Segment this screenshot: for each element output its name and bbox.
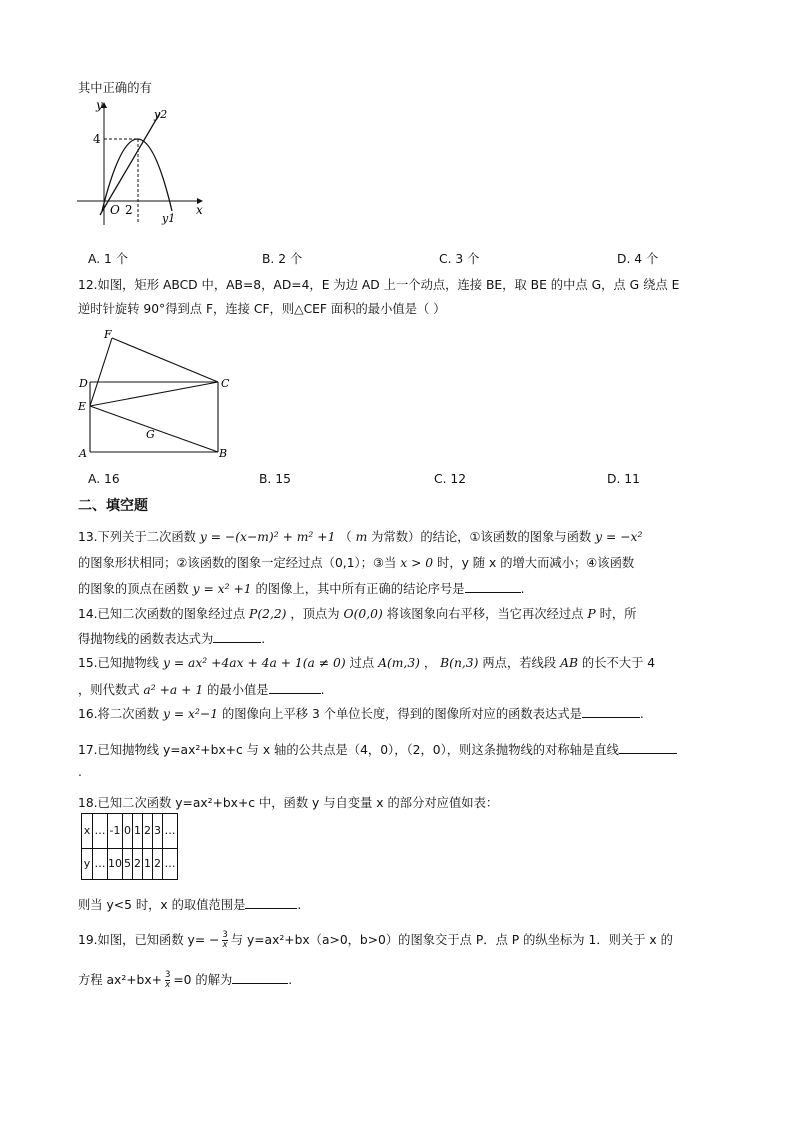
q12-figure bbox=[76, 326, 236, 462]
q12-option-d: D. 11 bbox=[607, 472, 640, 486]
q18-line: 18.已知二次函数 y=ax²+bx+c 中，函数 y 与自变量 x 的部分对应值如表： bbox=[78, 796, 499, 810]
q19-fraction-2: $\frac{3}{x}$ bbox=[164, 970, 171, 990]
q18-after: 则当 y<5 时，x 的取值范围是 . bbox=[78, 898, 302, 912]
tick-y-label: 4 bbox=[93, 132, 101, 146]
curve-y2-label: y2 bbox=[154, 108, 168, 121]
q11-option-b: B. 2 个 bbox=[262, 252, 303, 266]
q15-line2: ，则代数式 a² +a + 1 的最小值是 . bbox=[78, 683, 325, 697]
q12-option-a: A. 16 bbox=[88, 472, 120, 486]
origin-label: O bbox=[110, 203, 120, 217]
table-cell: y bbox=[82, 849, 93, 880]
table-cell: x bbox=[82, 814, 93, 849]
q19-line1: 19.如图，已知函数 y= − $\frac{3}{x}$ 与 y=ax²+bx（a>0，b>0）的图象交于点 P．点 P 的纵坐标为 1．则关于 x 的 bbox=[78, 930, 673, 950]
label-D: D bbox=[79, 377, 88, 390]
q15-answer-blank[interactable] bbox=[269, 681, 321, 694]
table-cell: 5 bbox=[123, 849, 133, 880]
q11-graph bbox=[72, 95, 212, 230]
q12-option-c: C. 12 bbox=[434, 472, 467, 486]
q13-line1: 13.下列关于二次函数 y = −(x−m)² + m² +1 （ m 为常数）的结论，①该函数的图象与函数 y = −x² bbox=[78, 530, 643, 544]
q17-line: 17.已知抛物线 y=ax²+bx+c 与 x 轴的公共点是（4，0），（2，0），则这条抛物线的对称轴是直线 bbox=[78, 741, 677, 758]
table-cell: 0 bbox=[123, 814, 133, 849]
section-title-fill-in: 二、填空题 bbox=[78, 498, 148, 514]
curve-y1-label: y1 bbox=[162, 212, 176, 225]
segment-EC bbox=[90, 382, 218, 406]
q18-answer-blank[interactable] bbox=[245, 896, 297, 909]
q11-option-d: D. 4 个 bbox=[617, 252, 659, 266]
q11-stem-end: 其中正确的有 bbox=[78, 81, 152, 95]
q13-answer-blank[interactable] bbox=[465, 580, 521, 593]
table-cell: … bbox=[163, 849, 178, 880]
label-A: A bbox=[79, 447, 87, 460]
q19-answer-blank[interactable] bbox=[232, 971, 288, 984]
curve-y1-parabola bbox=[102, 139, 172, 211]
label-E: E bbox=[78, 400, 87, 413]
table-cell: -1 bbox=[108, 814, 123, 849]
y-axis-label: y bbox=[96, 98, 103, 112]
q17-answer-blank[interactable] bbox=[619, 741, 677, 754]
q14-line1: 14.已知二次函数的图象经过点 P(2,2) ，顶点为 O(0,0) 将该图象向右平移，当它再次经过点 P 时，所 bbox=[78, 607, 637, 621]
table-cell: … bbox=[163, 814, 178, 849]
table-cell: 1 bbox=[143, 849, 153, 880]
table-cell: 2 bbox=[143, 814, 153, 849]
q17-end: . bbox=[78, 765, 82, 779]
q14-answer-blank[interactable] bbox=[213, 630, 261, 643]
label-F: F bbox=[104, 328, 112, 341]
table-cell: 2 bbox=[153, 849, 163, 880]
q12-line2: 逆时针旋转 90°得到点 F，连接 CF，则△CEF 面积的最小值是（ ） bbox=[78, 302, 446, 316]
segment-FC bbox=[112, 338, 218, 382]
segment-EF bbox=[90, 338, 112, 406]
table-cell: 1 bbox=[133, 814, 143, 849]
label-G: G bbox=[146, 428, 155, 441]
q11-option-c: C. 3 个 bbox=[439, 252, 480, 266]
label-B: B bbox=[219, 447, 228, 460]
tick-x-label: 2 bbox=[125, 203, 133, 217]
q16-line: 16.将二次函数 y = x²−1 的图像向上平移 3 个单位长度，得到的图像所对应的函数表达式是 . bbox=[78, 707, 644, 721]
table-cell: 3 bbox=[153, 814, 163, 849]
table-cell: … bbox=[93, 814, 108, 849]
table-row-x bbox=[82, 814, 178, 849]
table-cell: 10 bbox=[108, 849, 123, 880]
q15-line1: 15.已知抛物线 y = ax² +4ax + 4a + 1(a ≠ 0) 过点 A(m,3) ， B(n,3) 两点，若线段 AB 的长不大于 4 bbox=[78, 656, 656, 670]
q13-line2: 的图象形状相同；②该函数的图象一定经过点（0,1）；③当 x > 0 时，y 随 x 的增大而减小；④该函数 bbox=[78, 556, 635, 570]
q19-line2: 方程 ax²+bx+ $\frac{3}{x}$ =0 的解为 . bbox=[78, 970, 293, 990]
q13-line3: 的图象的顶点在函数 y = x² +1 的图像上，其中所有正确的结论序号是 . bbox=[78, 582, 525, 596]
table-cell: … bbox=[93, 849, 108, 880]
q19-fraction-1: $\frac{3}{x}$ bbox=[222, 930, 228, 950]
x-axis-label: x bbox=[196, 203, 203, 217]
q16-answer-blank[interactable] bbox=[582, 705, 640, 718]
q12-option-b: B. 15 bbox=[259, 472, 291, 486]
q12-line1: 12.如图，矩形 ABCD 中，AB=8，AD=4，E 为边 AD 上一个动点，连接 BE，取 BE 的中点 G，点 G 绕点 E bbox=[78, 278, 680, 292]
q18-value-table bbox=[81, 813, 178, 880]
label-C: C bbox=[221, 377, 230, 390]
q14-line2: 得抛物线的函数表达式为 . bbox=[78, 632, 266, 646]
curve-y2-line bbox=[100, 113, 160, 215]
table-cell: 2 bbox=[133, 849, 143, 880]
q11-option-a: A. 1 个 bbox=[88, 252, 129, 266]
table-row-y bbox=[82, 849, 178, 880]
